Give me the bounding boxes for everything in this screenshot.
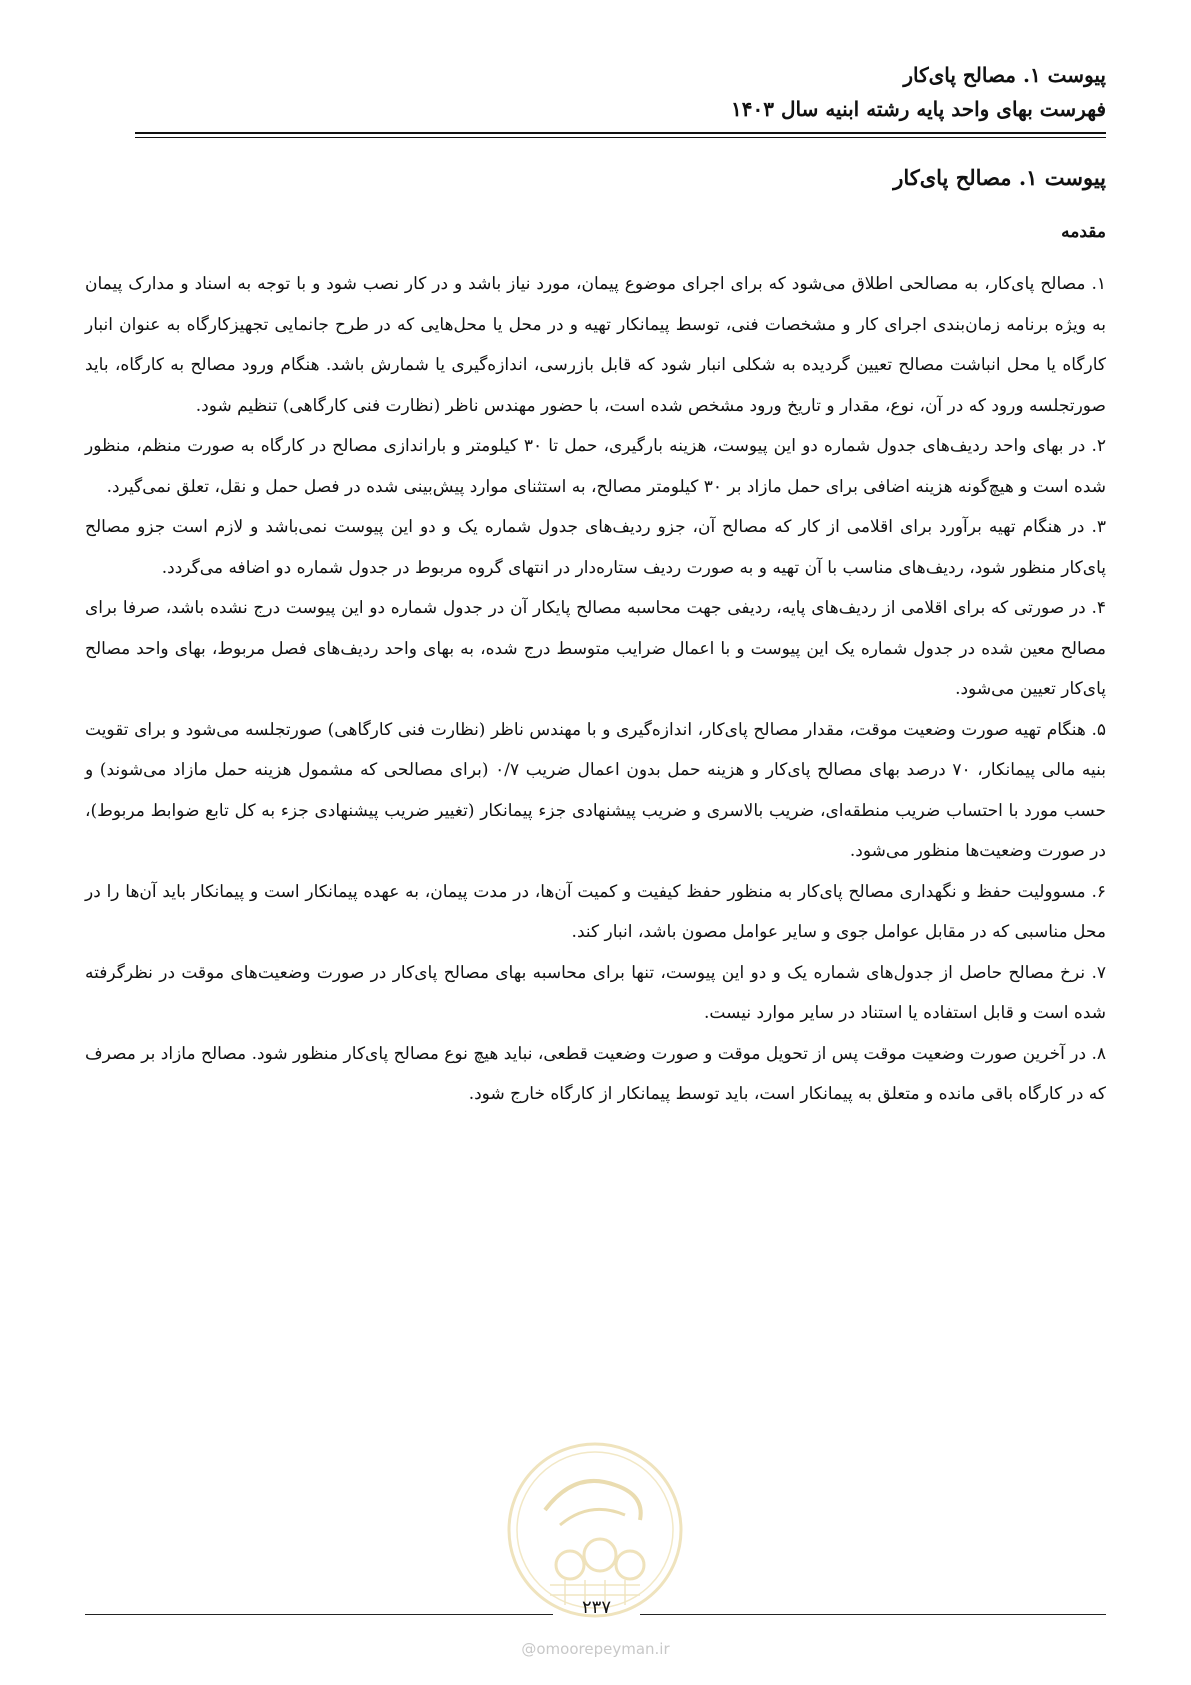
paragraph: ۶. مسوولیت حفظ و نگهداری مصالح پای‌کار به منظور حفظ کیفیت و کمیت آن‌ها، در مدت پیمان، به عهده پیمانکار است و پیمانکار باید آن‌ها را در محل مناسبی که در مقابل عوامل جوی و سایر عوامل مصون باشد، انبار کند. — [85, 881, 1106, 942]
paragraph: ۳. در هنگام تهیه برآورد برای اقلامی از کار که مصالح آن، جزو ردیف‌های جدول شماره یک و دو این پیوست نمی‌باشد و لازم است جزو مصالح پای‌کار منظور شود، ردیف‌های مناسب با آن تهیه و به صورت ردیف ستاره‌دار در انتهای گروه مربوط در جدول شماره دو اضافه می‌گردد. — [85, 517, 1106, 578]
paragraph: ۱. مصالح پای‌کار، به مصالحی اطلاق می‌شود که برای اجرای موضوع پیمان، مورد نیاز باشد و در کار نصب شود و با توجه به اسناد و مدارک پیمان به ویژه برنامه زمان‌بندی اجرای کار و مشخصات فنی، توسط پیمانکار تهیه و در محل یا محل‌هایی که در طرح جانمایی تجهیزکارگاه به عنوان انبار کارگاه یا محل انباشت مصالح تعیین گردیده به شکلی انبار شود که قابل بازرسی، اندازه‌گیری یا شمارش باشد. هنگام ورود مصالح به کارگاه، باید صورتجلسه ورود که در آن، نوع، مقدار و تاریخ ورود مشخص شده است، با حضور مهندس ناظر (نظارت فنی کارگاهی) تنظیم شود. — [85, 274, 1106, 416]
paragraph: ۷. نرخ مصالح حاصل از جدول‌های شماره یک و دو این پیوست، تنها برای محاسبه بهای مصالح پای‌کار در صورت وضعیت‌های موقت در نظرگرفته شده است و قابل استفاده یا استناد در سایر موارد نیست. — [85, 962, 1106, 1023]
page-number: ۲۳۷ — [581, 1597, 611, 1618]
footer-rule-right — [640, 1614, 1106, 1615]
page-header — [85, 58, 1106, 126]
intro-heading: مقدمه — [1061, 222, 1106, 242]
paragraph: ۵. هنگام تهیه صورت وضعیت موقت، مقدار مصالح پای‌کار، اندازه‌گیری و با مهندس ناظر (نظارت فنی کارگاهی) صورتجلسه می‌شود و برای تقویت بنیه مالی پیمانکار، ۷۰ درصد بهای مصالح پای‌کار و هزینه حمل بدون اعمال ضریب ۰/۷ (برای مصالحی که مشمول هزینه حمل مازاد می‌شوند) و حسب مورد با احتساب ضریب منطقه‌ای، ضریب بالاسری و ضریب پیشنهادی جزء پیمانکار (تغییر ضریب پیشنهادی جزء به کل تابع ضوابط مربوط)، در صورت وضعیت‌ها منظور می‌شود. — [85, 719, 1106, 861]
paragraph: ۴. در صورتی که برای اقلامی از ردیف‌های پایه، ردیفی جهت محاسبه مصالح پایکار آن در جدول شماره دو این پیوست درج نشده باشد، صرفا برای مصالح معین شده در جدول شماره یک این پیوست و با اعمال ضرایب متوسط درج شده، به بهای واحد ردیف‌های فصل مربوط، بهای واحد مصالح پای‌کار تعیین می‌شود. — [85, 598, 1106, 699]
watermark: @omoorepeyman.ir — [521, 1640, 670, 1658]
section-title: پیوست ۱. مصالح پای‌کار — [893, 165, 1106, 190]
header-document-title: فهرست بهای واحد پایه رشته ابنیه سال ۱۴۰۳ — [731, 97, 1106, 121]
header-rule-thin — [135, 137, 1106, 138]
paragraph: ۲. در بهای واحد ردیف‌های جدول شماره دو این پیوست، هزینه بارگیری، حمل تا ۳۰ کیلومتر و باراندازی مصالح در کارگاه به صورت منظم، منظور شده است و هیچ‌گونه هزینه اضافی برای حمل مازاد بر ۳۰ کیلومتر مصالح، به استثنای موارد پیش‌بینی شده در فصل حمل و نقل، تعلق نمی‌گیرد. — [85, 436, 1106, 497]
header-appendix-title: پیوست ۱. مصالح پای‌کار — [903, 63, 1106, 87]
body-text — [85, 264, 1106, 1115]
header-rule-thick — [135, 132, 1106, 134]
paragraph: ۸. در آخرین صورت وضعیت موقت پس از تحویل موقت و صورت وضعیت قطعی، نباید هیچ نوع مصالح پای‌کار منظور شود. مصالح مازاد بر مصرف که در کارگاه باقی مانده و متعلق به پیمانکار است، باید توسط پیمانکار از کارگاه خارج شود. — [85, 1043, 1106, 1104]
footer-rule-left — [85, 1614, 553, 1615]
publisher-seal-logo — [505, 1440, 685, 1620]
